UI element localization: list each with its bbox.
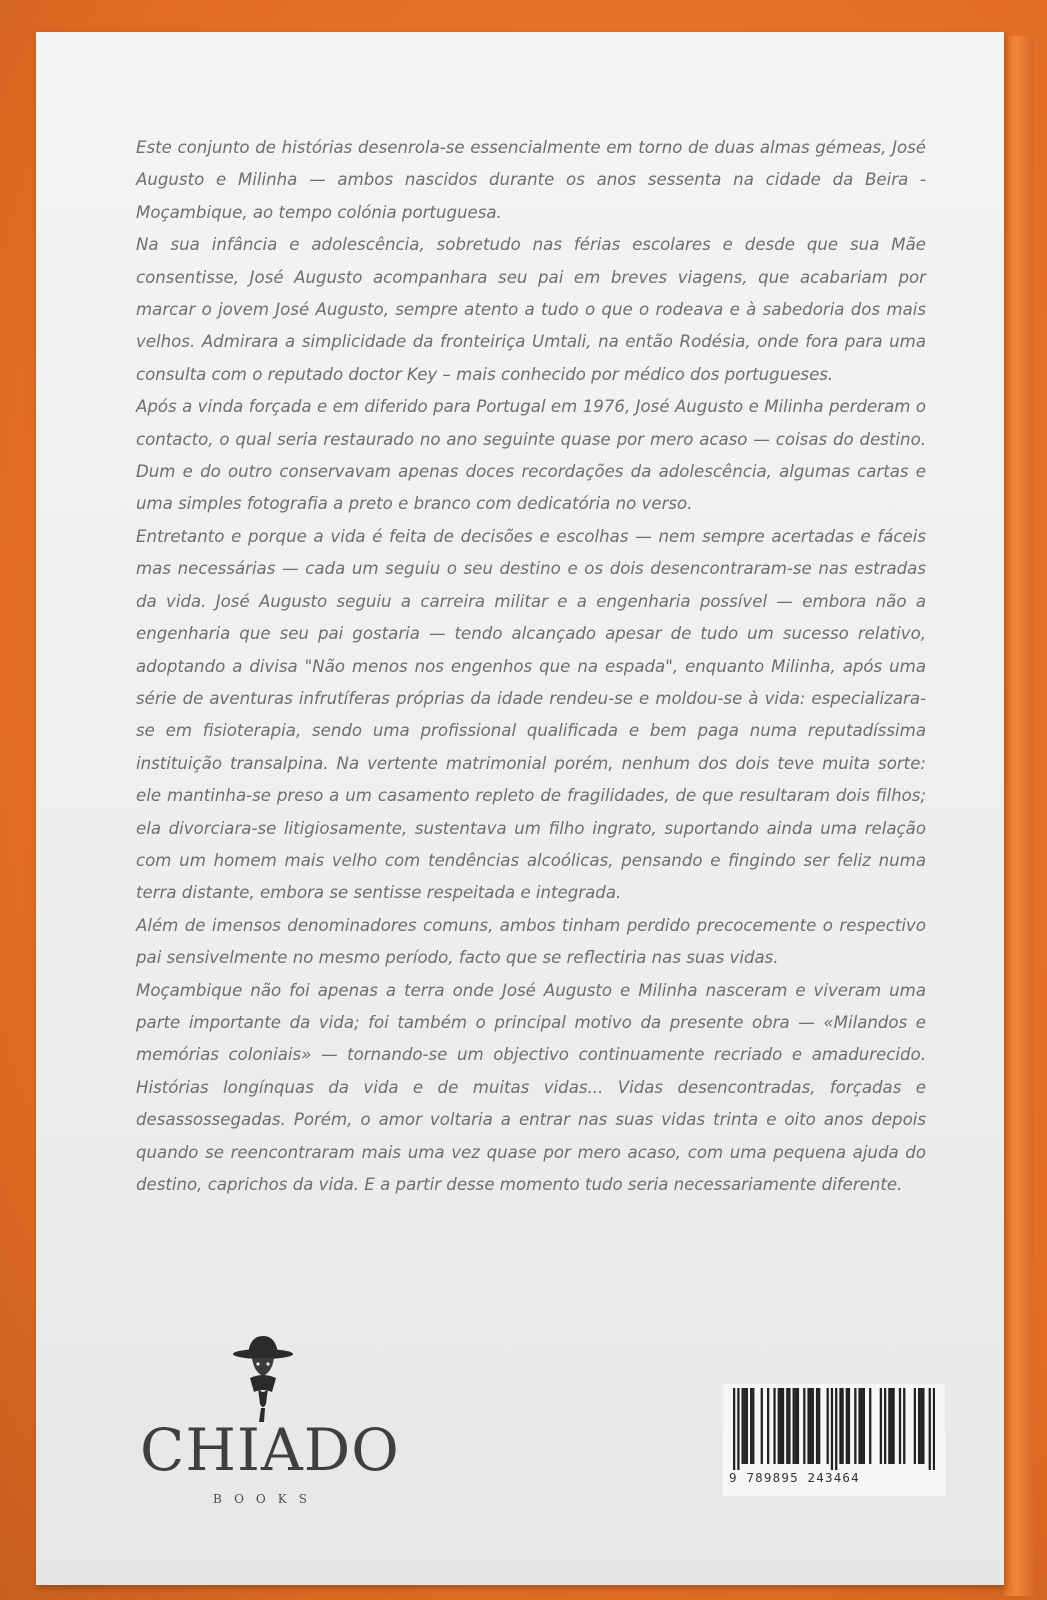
barcode-bar	[752, 1388, 754, 1464]
barcode-bar	[750, 1388, 752, 1464]
barcode-bar	[773, 1388, 775, 1464]
barcode-bar	[782, 1388, 784, 1464]
barcode-bar	[788, 1388, 790, 1464]
barcode-bar	[744, 1388, 746, 1464]
barcode-bar	[797, 1388, 799, 1464]
barcode-bar	[835, 1388, 837, 1470]
blurb-text	[136, 132, 926, 1201]
isbn-barcode	[723, 1384, 945, 1496]
barcode-bar	[746, 1388, 748, 1464]
barcode-bar	[899, 1388, 901, 1464]
barcode-bar	[861, 1388, 863, 1464]
barcode-bar	[812, 1388, 814, 1464]
blurb-paragraph: Na sua infância e adolescência, sobretudo nas férias escolares e desde que sua Mãe consentisse, José Augusto acompanhara seu pai em breves viagens, que acabariam por marcar o jovem José Augusto, sempre atento a tudo o que o rodeava e à sabedoria dos mais velhos. Admirara a simplicidade da fronteiriça Umtali, na então Rodésia, onde fora para uma consulta com o reputado doctor Key – mais conhecido por médico dos portugueses.	[136, 235, 926, 384]
barcode-bar	[846, 1388, 848, 1464]
barcode-bar	[933, 1388, 935, 1470]
barcode-bar	[793, 1388, 795, 1464]
barcode-bar	[854, 1388, 856, 1464]
barcode-bar	[863, 1388, 865, 1464]
barcode-bar	[803, 1388, 805, 1464]
blurb-paragraph: Moçambique não foi apenas a terra onde José Augusto e Milinha nasceram e viveram uma parte importante da vida; foi também o principal motivo da presente obra — «Milandos e memórias coloniais» — tornando-se um objectivo continuamente recriado e amadurecido. Histórias longínquas da vida e de muitas vidas... Vidas desencontradas, forçadas e desassossegadas. Porém, o amor voltaria a entrar nas suas vidas trinta e oito anos depois quando se reencontraram mais uma vez quase por mero acaso, com uma pequena ajuda do destino, caprichos da vida. E a partir desse momento tudo seria necessariamente diferente.	[136, 980, 926, 1194]
barcode-bar	[827, 1388, 829, 1464]
barcode-bar	[880, 1388, 882, 1464]
barcode-bar	[742, 1388, 744, 1464]
barcode-bar	[786, 1388, 788, 1464]
blurb-paragraph: Após a vinda forçada e em diferido para Portugal em 1976, José Augusto e Milinha perderam o contacto, o qual seria restaurado no ano seguinte quase por mero acaso — coisas do destino. Dum e do outro conservavam apenas doces recordações da adolescência, algumas cartas e uma simples fotografia a preto e branco com dedicatória no verso.	[136, 397, 926, 514]
barcode-bar	[884, 1388, 886, 1464]
barcode-bar	[918, 1388, 920, 1464]
publisher-logo	[140, 1324, 400, 1524]
publisher-name: CHIADO	[140, 1416, 400, 1484]
blurb-paragraph: Entretanto e porque a vida é feita de decisões e escolhas — nem sempre acertadas e fáceis mas necessárias — cada um seguiu o seu destino e os dois desencontraram-se nas estradas da vida. José Augusto seguiu a carreira militar e a engenharia possível — embora não a engenharia que seu pai gostaria — tendo alcançado apesar de tudo um sucesso relativo, adoptando a divisa "Não menos nos engenhos que na espada", enquanto Milinha, após uma série de aventuras infrutíferas próprias da idade rendeu-se e moldou-se à vida: especializara-se em fisioterapia, sendo uma profissional qualificada e bem paga numa reputadíssima instituição transalpina. Na vertente matrimonial porém, nenhum dos dois teve muita sorte: ele mantinha-se preso a um casamento repleto de fragilidades, de que resultaram dois filhos; ela divorciara-se litigiosamente, sustentava um filho ingrato, suportando ainda uma relação com um homem mais velho com tendências alcoólicas, pensando e fingindo ser feliz numa terra distante, embora se sentisse respeitada e integrada.	[136, 526, 926, 903]
barcode-bar	[890, 1388, 892, 1464]
barcode-bar	[767, 1388, 769, 1464]
barcode-bar	[733, 1388, 735, 1470]
barcode-bar	[816, 1388, 818, 1464]
book-page-edges	[1004, 36, 1034, 1596]
barcode-bar	[929, 1388, 931, 1470]
barcode-bar	[848, 1388, 850, 1464]
isbn-number: 9 789895 243464	[729, 1470, 860, 1485]
barcode-bar	[839, 1388, 841, 1464]
barcode-bar	[831, 1388, 833, 1470]
barcode-bar	[858, 1388, 860, 1464]
barcode-bar	[869, 1388, 871, 1464]
blurb-paragraph: Este conjunto de histórias desenrola-se essencialmente em torno de duas almas gémeas, José Augusto e Milinha — ambos nascidos durante os anos sessenta na cidade da Beira - Moçambique, ao tempo colónia portuguesa.	[136, 138, 926, 222]
barcode-bar	[922, 1388, 924, 1464]
barcode-bar	[920, 1388, 922, 1464]
barcode-bar	[841, 1388, 843, 1464]
barcode-bar	[780, 1388, 782, 1464]
barcode-bar	[761, 1388, 763, 1464]
barcode-bar	[807, 1388, 809, 1464]
book-back-cover	[36, 32, 1004, 1585]
publisher-subtitle: BOOKS	[213, 1492, 319, 1506]
barcode-bar	[903, 1388, 905, 1464]
barcode-bar	[892, 1388, 894, 1464]
barcode-bar	[795, 1388, 797, 1464]
barcode-bars	[733, 1388, 935, 1470]
barcode-bar	[737, 1388, 739, 1470]
barcode-bar	[914, 1388, 916, 1464]
barcode-bar	[778, 1388, 780, 1464]
barcode-bar	[810, 1388, 812, 1464]
barcode-bar	[818, 1388, 820, 1464]
barcode-bar	[888, 1388, 890, 1464]
blurb-paragraph: Além de imensos denominadores comuns, ambos tinham perdido precocemente o respectivo pai sensivelmente no mesmo período, facto que se reflectiria nas suas vidas.	[136, 915, 926, 968]
man-with-hat-icon	[228, 1332, 298, 1428]
